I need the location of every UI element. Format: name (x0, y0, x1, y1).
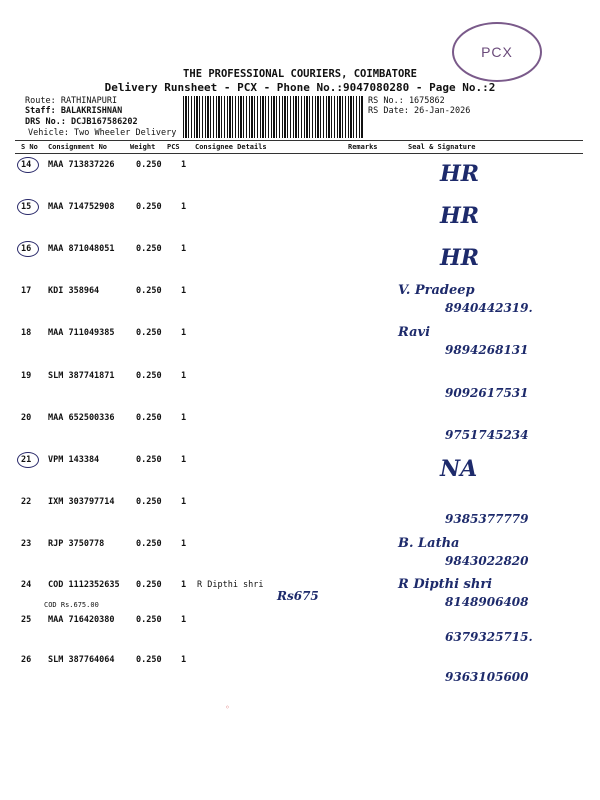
row-consignee: R Dipthi shri (197, 580, 264, 590)
signature-phone: 9092617531 (445, 386, 529, 400)
col-consignee: Consignee Details (195, 143, 267, 151)
row-sno: 25 (21, 615, 32, 625)
row-pcs: 1 (181, 328, 187, 338)
row-weight: 0.250 (136, 286, 162, 296)
col-consignment: Consignment No (48, 143, 108, 151)
row-weight: 0.250 (136, 615, 162, 625)
row-sno: 22 (21, 497, 32, 507)
cod-amount: COD Rs.675.00 (44, 601, 99, 609)
drs-number: DRS No.: DCJB167586202 (25, 117, 138, 127)
col-sno: S No (21, 143, 38, 151)
barcode (183, 96, 363, 138)
col-pcs: PCS (167, 143, 180, 151)
runsheet-subtitle: Delivery Runsheet - PCX - Phone No.:9047080280 - Page No.:2 (104, 81, 496, 94)
row-consignment: MAA 652500336 (48, 413, 115, 423)
signature-phone: 6379325715. (445, 630, 533, 644)
row-sno: 20 (21, 413, 32, 423)
route-label: Route: RATHINAPURI (25, 96, 118, 106)
rs-date: RS Date: 26-Jan-2026 (368, 106, 471, 116)
table-row (15, 534, 583, 576)
row-sno: 15 (21, 202, 32, 212)
col-signature: Seal & Signature (408, 143, 476, 151)
signature: Ravi (398, 325, 431, 340)
handwritten-note: Rs675 (277, 589, 319, 603)
row-weight: 0.250 (136, 244, 162, 254)
signature: B. Latha (398, 536, 460, 551)
row-sno: 16 (21, 244, 32, 254)
table-header (15, 140, 583, 154)
table-row (15, 239, 583, 281)
row-consignment: RJP 3750778 (48, 539, 105, 549)
signature: HR (440, 245, 480, 271)
row-consignment: KDI 358964 (48, 286, 100, 296)
row-sno: 24 (21, 580, 32, 590)
row-consignment: MAA 711049385 (48, 328, 115, 338)
signature-phone: 9894268131 (445, 343, 529, 357)
signature-phone: 9385377779 (445, 512, 529, 526)
stray-mark: ◦ (225, 703, 230, 712)
row-consignment: VPM 143384 (48, 455, 100, 465)
row-weight: 0.250 (136, 413, 162, 423)
row-weight: 0.250 (136, 371, 162, 381)
row-weight: 0.250 (136, 655, 162, 665)
signature: HR (440, 203, 480, 229)
signature-phone: 9363105600 (445, 670, 529, 684)
row-weight: 0.250 (136, 580, 162, 590)
row-pcs: 1 (181, 371, 187, 381)
signature: NA (440, 456, 478, 482)
row-consignment: MAA 714752908 (48, 202, 115, 212)
row-weight: 0.250 (136, 497, 162, 507)
signature-phone: 8148906408 (445, 595, 529, 609)
signature: R Dipthi shri (398, 577, 493, 592)
row-sno: 26 (21, 655, 32, 665)
row-sno: 19 (21, 371, 32, 381)
company-title: THE PROFESSIONAL COURIERS, COIMBATORE (183, 68, 417, 80)
row-pcs: 1 (181, 160, 187, 170)
signature-phone: 8940442319. (445, 301, 533, 315)
row-sno: 18 (21, 328, 32, 338)
staff-label: Staff: BALAKRISHNAN (25, 106, 123, 116)
row-consignment: MAA 871048051 (48, 244, 115, 254)
signature-phone: 9843022820 (445, 554, 529, 568)
row-pcs: 1 (181, 286, 187, 296)
row-pcs: 1 (181, 539, 187, 549)
row-sno: 21 (21, 455, 32, 465)
table-row (15, 492, 583, 534)
table-row (15, 408, 583, 450)
row-weight: 0.250 (136, 539, 162, 549)
row-consignment: SLM 387764064 (48, 655, 115, 665)
row-weight: 0.250 (136, 328, 162, 338)
row-consignment: SLM 387741871 (48, 371, 115, 381)
row-pcs: 1 (181, 244, 187, 254)
table-row (15, 155, 583, 197)
row-pcs: 1 (181, 655, 187, 665)
row-pcs: 1 (181, 455, 187, 465)
table-row (15, 610, 583, 652)
col-remarks: Remarks (348, 143, 378, 151)
rs-number: RS No.: 1675862 (368, 96, 445, 106)
row-consignment: MAA 716420380 (48, 615, 115, 625)
row-sno: 17 (21, 286, 32, 296)
table-row (15, 323, 583, 365)
table-row (15, 450, 583, 492)
row-pcs: 1 (181, 413, 187, 423)
signature: HR (440, 161, 480, 187)
row-pcs: 1 (181, 497, 187, 507)
row-weight: 0.250 (136, 202, 162, 212)
signature: V. Pradeep (398, 283, 475, 298)
row-consignment: IXM 303797714 (48, 497, 115, 507)
row-consignment: COD 1112352635 (48, 580, 120, 590)
row-pcs: 1 (181, 202, 187, 212)
signature-phone: 9751745234 (445, 428, 529, 442)
row-pcs: 1 (181, 615, 187, 625)
row-sno: 14 (21, 160, 32, 170)
row-weight: 0.250 (136, 455, 162, 465)
table-row (15, 197, 583, 239)
pcx-stamp: PCX (452, 22, 542, 82)
col-weight: Weight (130, 143, 156, 151)
table-row (15, 281, 583, 323)
table-row (15, 650, 583, 692)
table-row (15, 366, 583, 408)
row-consignment: MAA 713837226 (48, 160, 115, 170)
row-sno: 23 (21, 539, 32, 549)
row-weight: 0.250 (136, 160, 162, 170)
vehicle-label: Vehicle: Two Wheeler Delivery (28, 128, 177, 138)
row-pcs: 1 (181, 580, 187, 590)
